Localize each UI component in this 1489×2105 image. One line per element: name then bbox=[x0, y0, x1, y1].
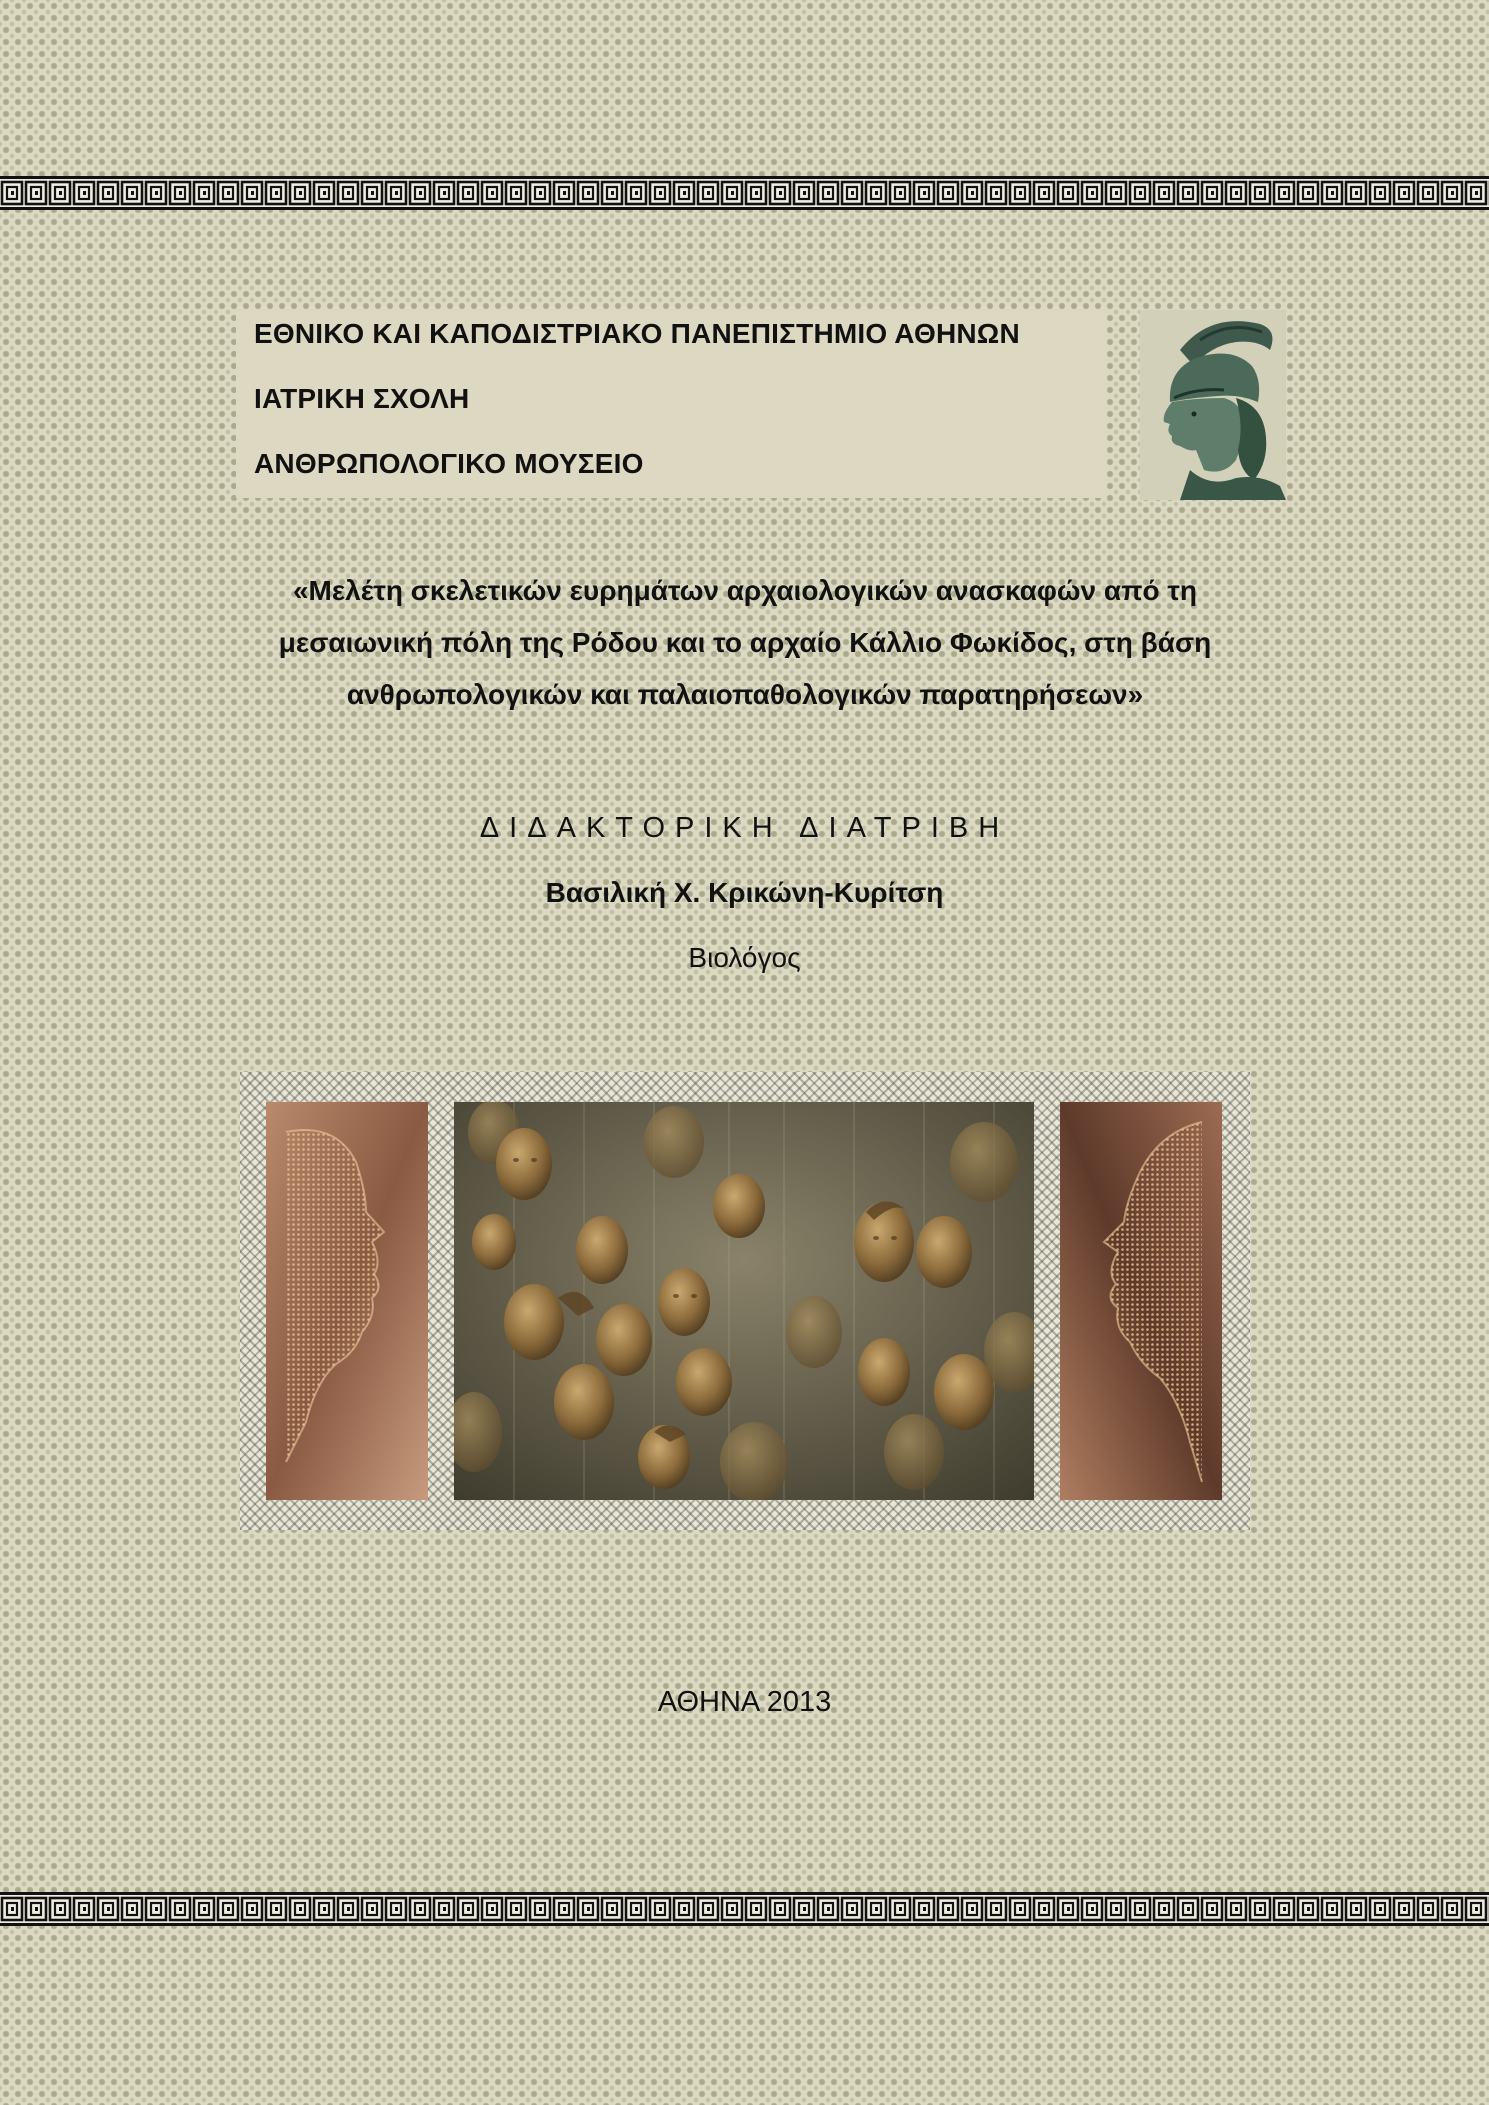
school-name: ΙΑΤΡΙΚΗ ΣΧΟΛΗ bbox=[254, 383, 470, 414]
hanging-heads-sculpture-image bbox=[454, 1102, 1034, 1500]
athena-helmet-logo bbox=[1140, 310, 1286, 500]
document-type: ΔΙΔΑΚΤΟΡΙΚΗ ΔΙΑΤΡΙΒΗ bbox=[479, 812, 1010, 844]
thesis-title-line-1: «Μελέτη σκελετικών ευρημάτων αρχαιολογικών ανασκαφών από τη bbox=[292, 575, 1198, 606]
author-name: Βασιλική Χ. Κρικώνη-Κυρίτση bbox=[545, 877, 944, 908]
thesis-title-line-2: μεσαιωνική πόλη της Ρόδου και το αρχαίο Κάλλιο Φωκίδος, στη βάση bbox=[278, 627, 1212, 658]
museum-name: ΑΝΘΡΩΠΟΛΟΓΙΚΟ ΜΟΥΣΕΙΟ bbox=[254, 448, 644, 479]
face-profile-left-image bbox=[266, 1102, 428, 1500]
thesis-title-line-3: ανθρωπολογικών και παλαιοπαθολογικών παρατηρήσεων» bbox=[346, 679, 1144, 710]
thesis-title bbox=[200, 565, 1290, 721]
greek-key-border-top bbox=[0, 176, 1489, 210]
author-profession: Βιολόγος bbox=[688, 942, 801, 973]
greek-key-border-bottom bbox=[0, 1892, 1489, 1926]
place-and-year: ΑΘΗΝΑ 2013 bbox=[657, 1686, 832, 1718]
university-name: ΕΘΝΙΚΟ ΚΑΙ ΚΑΠΟΔΙΣΤΡΙΑΚΟ ΠΑΝΕΠΙΣΤΗΜΙΟ ΑΘΗΝΩΝ bbox=[254, 318, 1020, 349]
face-profile-right-image bbox=[1060, 1102, 1222, 1500]
cover-image-collage bbox=[240, 1072, 1250, 1530]
